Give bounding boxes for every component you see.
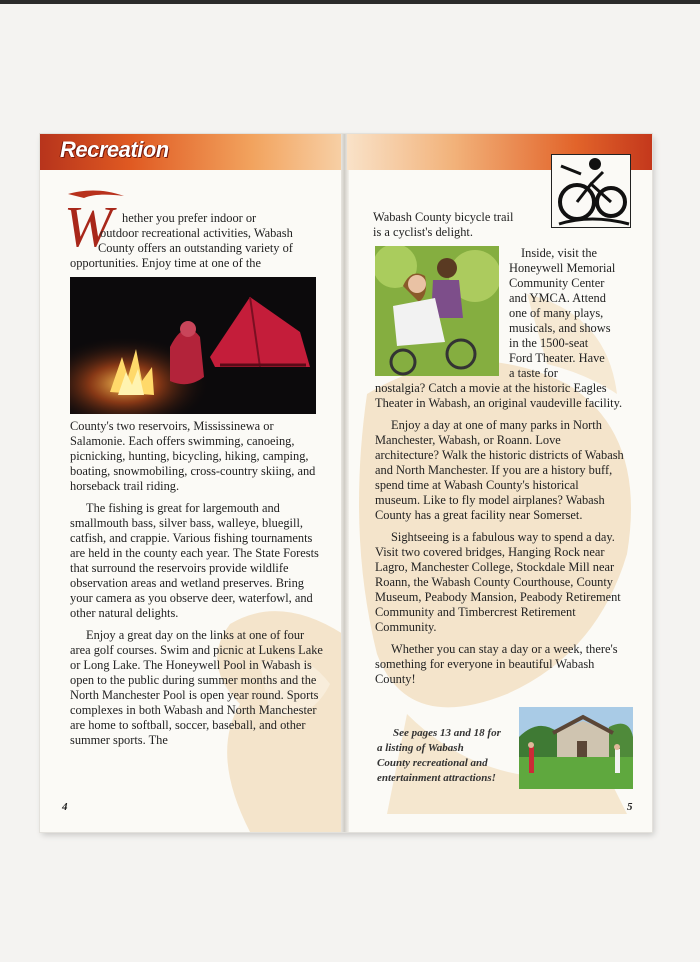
- paragraph-sightseeing: Sightseeing is a fabulous way to spend a day. Visit two covered bridges, Hanging Rock near Lagro, Manchester College, Stockdale Mill near Roann, the Wabash County Courthouse, County Museum, Peabody Mansion, Peabody Retirement Community and Timbercrest Retirement Community.: [375, 530, 621, 634]
- bicyclists-photo: [375, 246, 499, 376]
- beside-photo-text: [509, 246, 649, 381]
- text-line: Inside, visit the: [521, 246, 598, 260]
- text-line: one of many plays,: [509, 306, 604, 320]
- intro-line: hether you prefer indoor or: [122, 211, 257, 225]
- paragraph-golf: Enjoy a great day on the links at one of four area golf courses. Swim and picnic at Lukens Lake or Long Lake. The Honeywell Pool in Wabash is open to the public during summer months and the North Manchester Pool is open year round. Sports complexes in both Wabash and North Manchester are home to softball, soccer, baseball, and other summer sports. The: [70, 628, 323, 747]
- note-line: entertainment attractions!: [377, 772, 496, 784]
- intro-text: [122, 211, 334, 226]
- text-line: Ford Theater. Have: [509, 351, 605, 365]
- brochure-spread: [40, 134, 652, 832]
- note-line: a listing of Wabash: [377, 742, 464, 754]
- intro-line: outdoor recreational activities, Wabash: [100, 226, 293, 240]
- section-title: Recreation: [60, 137, 169, 162]
- left-page: [40, 134, 343, 832]
- paragraph-fishing: The fishing is great for largemouth and smallmouth bass, silver bass, walleye, bluegill, catfish, and crappie. Various fishing tournaments are held in the county each year. The State Forests that surround the reservoirs provide wildlife observation areas and wetland preserves. Bring your camera as you observe deer, waterfowl, and other natural delights.: [70, 501, 319, 620]
- cyclist-icon: [551, 154, 631, 228]
- left-banner: [40, 134, 343, 170]
- text-line: Honeywell Memorial: [509, 261, 616, 275]
- paragraph-nostalgia: nostalgia? Catch a movie at the historic Eagles Theater in Wabash, an original vaudeville facility.: [375, 381, 623, 410]
- campfire-photo: [70, 277, 316, 414]
- intro-text-cont2: [98, 241, 338, 256]
- note-line: See pages 13 and 18 for: [393, 727, 501, 739]
- dropcap-letter: W: [64, 194, 113, 252]
- page-number-right: 5: [627, 801, 633, 813]
- golf-course-photo: [519, 707, 633, 789]
- page-number-left: 4: [62, 801, 68, 813]
- paragraph-parks: Enjoy a day at one of many parks in North Manchester, Wabash, or Roann. Love architecture? Walk the historic districts of Wabash and North Manchester. If you are a history buff, spend time at Wabash County's historical museum. Like to fly model airplanes? Wabash County has a great facility near Somerset.: [375, 418, 624, 522]
- text-line: a taste for: [509, 366, 558, 380]
- text-line: and YMCA. Attend: [509, 291, 606, 305]
- paragraph-closing: Whether you can stay a day or a week, there's something for everyone in beautiful Wabash County!: [375, 642, 618, 686]
- text-line: musicals, and shows: [509, 321, 611, 335]
- intro-line: opportunities. Enjoy time at one of the: [70, 256, 261, 270]
- text-line: Wabash County bicycle trail: [373, 210, 514, 224]
- intro-line: County offers an outstanding variety of: [98, 241, 293, 255]
- paragraph-reservoirs: County's two reservoirs, Mississinewa or Salamonie. Each offers swimming, canoeing, picnicking, hunting, bicycling, hiking, camping, boating, snowmobiling, cross-country skiing, and horseback trail riding.: [70, 419, 316, 493]
- note-line: County recreational and: [377, 757, 488, 769]
- left-body: [70, 419, 324, 755]
- intro-text-cont3: [70, 256, 340, 271]
- scan-edge: [0, 0, 700, 4]
- right-top-text: [373, 210, 553, 240]
- attractions-note: [377, 726, 522, 786]
- text-line: Community Center: [509, 276, 605, 290]
- intro-text-cont: [100, 226, 340, 241]
- text-line: is a cyclist's delight.: [373, 225, 473, 239]
- text-line: in the 1500-seat: [509, 336, 589, 350]
- right-body: [375, 381, 625, 694]
- right-page: [347, 134, 652, 832]
